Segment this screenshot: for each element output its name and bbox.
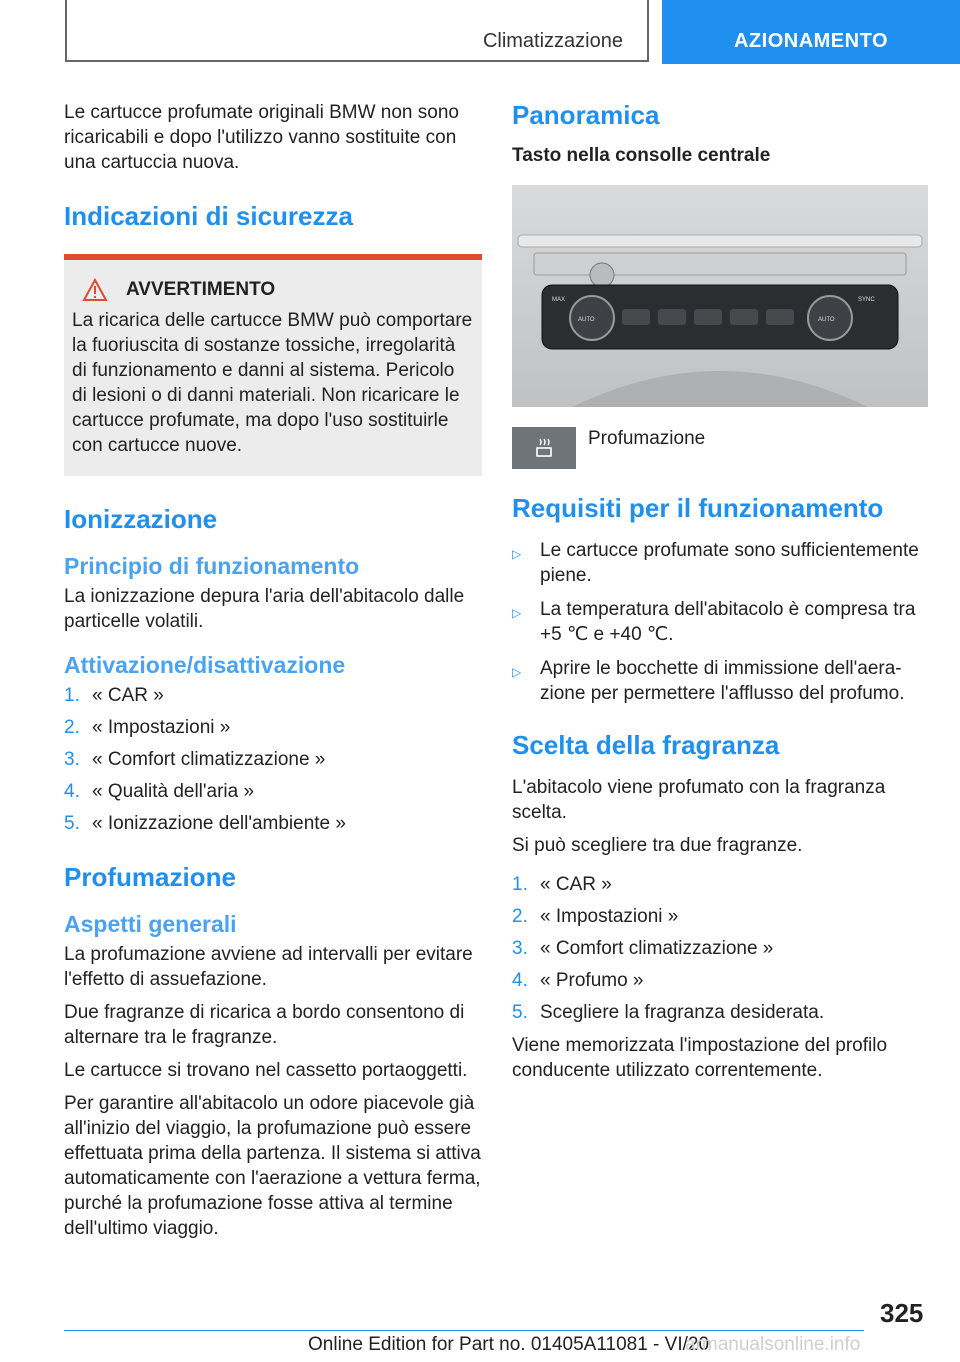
list-item: ▷ La temperatura dell'abitacolo è compresa tra +5 ℃ e +40 ℃. bbox=[512, 599, 916, 645]
header-section-title: Climatizzazione bbox=[482, 30, 623, 52]
bullet-triangle-icon: ▷ bbox=[512, 547, 522, 561]
header-chapter-tab bbox=[662, 0, 960, 64]
warning-title: AVVERTIMENTO bbox=[126, 279, 276, 300]
general-paragraph: Due fragranze di ricarica a bordo consentono di alternare tra le fragranze. bbox=[64, 1002, 465, 1048]
fragrance-heading: Scelta della fragranza bbox=[512, 730, 780, 760]
warning-box bbox=[64, 254, 482, 476]
right-column bbox=[512, 100, 928, 1091]
center-console-photo bbox=[512, 185, 928, 407]
panel-label-sync: SYNC bbox=[858, 297, 875, 303]
symbol-label: Profumazione bbox=[588, 428, 706, 449]
general-paragraph: La profumazione avviene ad intervalli per evitare l'effetto di assuefazione. bbox=[64, 944, 473, 990]
perfume-icon bbox=[529, 436, 559, 460]
activation-heading: Attivazione/disattivazione bbox=[64, 652, 346, 678]
overview-heading: Panoramica bbox=[512, 100, 660, 130]
list-item: 4. « Profumo » bbox=[512, 970, 644, 991]
page-number: 325 bbox=[880, 1298, 924, 1328]
ionization-heading: Ionizzazione bbox=[64, 504, 218, 534]
perfume-button-symbol bbox=[512, 427, 576, 469]
principle-text: La ionizzazione depura l'aria dell'abitacolo dalle particelle volatili. bbox=[64, 586, 465, 632]
bullet-triangle-icon: ▷ bbox=[512, 665, 522, 679]
general-heading: Aspetti generali bbox=[64, 911, 237, 937]
footer-edition: Online Edition for Part no. 01405A11081 - VI/20 bbox=[308, 1334, 710, 1355]
list-item: 3. « Comfort climatizzazione » bbox=[64, 749, 326, 770]
safety-heading: Indicazioni di sicurezza bbox=[64, 201, 353, 231]
header-chapter-title: AZIONAMENTO bbox=[733, 30, 888, 52]
panel-label-auto-left: AUTO bbox=[578, 317, 595, 323]
list-item: 2. « Impostazioni » bbox=[64, 717, 231, 738]
fragrance-paragraph: L'abitacolo viene profumato con la fragranza scelta. bbox=[512, 777, 886, 823]
list-item: 2. « Impostazioni » bbox=[512, 906, 679, 927]
warning-triangle-icon bbox=[82, 278, 108, 302]
list-item: ▷ Le cartucce profumate sono sufficientemente piene. bbox=[512, 540, 919, 586]
footer-divider bbox=[64, 1330, 864, 1331]
intro-paragraph: Le cartucce profumate originali BMW non sono ricaricabili e dopo l'utilizzo vanno sostituite con una cartuccia nuova. bbox=[64, 102, 459, 173]
warning-text: La ricarica delle cartucce BMW può comportare la fuoriuscita di sostanze tossiche, irregolarità di funzionamento e danni al sistema. Pericolo di lesioni o di danni materiali. Non ricaricare le cartucce profumate, ma dopo l'uso sostituirle con cartucce nuove. bbox=[72, 310, 473, 456]
panel-label-max: MAX bbox=[552, 297, 566, 303]
header-section-tab bbox=[65, 0, 649, 62]
fragrance-paragraph: Si può scegliere tra due fragranze. bbox=[512, 835, 803, 856]
list-item: 5. Scegliere la fragranza desiderata. bbox=[512, 1002, 825, 1023]
general-paragraph: Per garantire all'abitacolo un odore piacevole già all'inizio del viaggio, la profumazione può essere effettuata prima della partenza. Il sistema si attiva automaticamente con l'aerazione a vettura ferma, purché la profumazione fosse attiva al termine dell'ultimo viaggio. bbox=[64, 1093, 481, 1239]
list-item: 4. « Qualità dell'aria » bbox=[64, 781, 255, 802]
left-column bbox=[64, 100, 482, 1249]
general-paragraph: Le cartucce si trovano nel cassetto portaoggetti. bbox=[64, 1060, 468, 1081]
fragrance-steps bbox=[512, 872, 928, 1025]
panel-label-auto-right: AUTO bbox=[818, 317, 835, 323]
list-item: 1. « CAR » bbox=[64, 685, 164, 706]
fragrance-paragraph: Viene memorizzata l'impostazione del profilo conducente utilizzato correntemente. bbox=[512, 1035, 888, 1081]
requirements-heading: Requisiti per il funzionamento bbox=[512, 493, 884, 523]
button-heading: Tasto nella consolle centrale bbox=[512, 145, 771, 166]
list-item: 3. « Comfort climatizzazione » bbox=[512, 938, 774, 959]
list-item: ▷ Aprire le bocchette di immissione dell'aerazione per permettere l'afflusso del profumo. bbox=[512, 658, 905, 704]
perfume-heading: Profumazione bbox=[64, 862, 236, 892]
list-item: 5. « Ionizzazione dell'ambiente » bbox=[64, 813, 346, 834]
warning-header bbox=[72, 278, 474, 302]
footer-watermark: armanualsonline.info bbox=[685, 1334, 861, 1355]
activation-steps bbox=[64, 683, 482, 836]
principle-heading: Principio di funzionamento bbox=[64, 553, 360, 579]
page-header bbox=[0, 0, 960, 66]
bullet-triangle-icon: ▷ bbox=[512, 606, 522, 620]
requirements-list bbox=[512, 538, 928, 706]
list-item: 1. « CAR » bbox=[512, 874, 612, 895]
symbol-row bbox=[512, 427, 928, 469]
